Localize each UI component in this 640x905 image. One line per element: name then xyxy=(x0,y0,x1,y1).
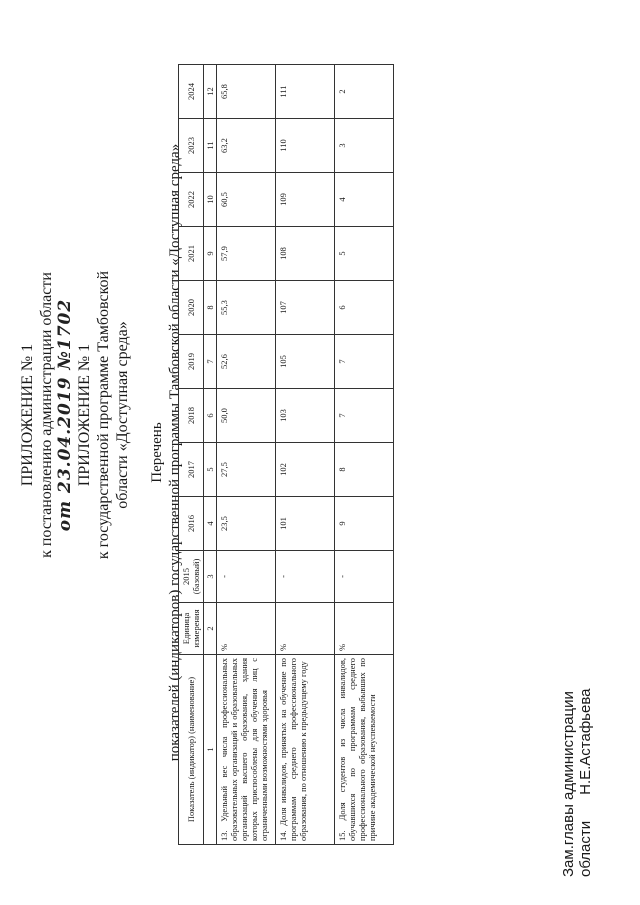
column-index: 12 xyxy=(204,65,217,119)
indicator-name: 15. Доля студентов из числа инвалидов, обучавшихся по программам среднего профессионального образования, выбывших по причине академической неуспеваемости xyxy=(335,655,394,845)
value-cell: 60,5 xyxy=(217,173,276,227)
signature-block xyxy=(560,477,594,877)
value-cell: 6 xyxy=(335,281,394,335)
column-index-row xyxy=(204,65,217,845)
column-index: 11 xyxy=(204,119,217,173)
header-year-2020: 2020 xyxy=(179,281,204,335)
value-cell: 2 xyxy=(335,65,394,119)
value-cell: 27,5 xyxy=(217,443,276,497)
appendix-label: ПРИЛОЖЕНИЕ № 1 xyxy=(19,343,36,487)
column-index: 4 xyxy=(204,497,217,551)
indicators-table xyxy=(178,64,394,845)
value-cell: - xyxy=(335,551,394,603)
value-cell: 4 xyxy=(335,173,394,227)
header-base-year: 2015 (базовый) xyxy=(179,551,204,603)
value-cell: 109 xyxy=(276,173,335,227)
program-reference: к государственной программе Тамбовской xyxy=(95,270,112,560)
value-cell: 105 xyxy=(276,335,335,389)
indicator-name: 14. Доля инвалидов, принятых на обучение по программам среднего профессионального образования, по отношению к предыдущему году xyxy=(276,655,335,845)
header-year-2018: 2018 xyxy=(179,389,204,443)
unit-cell: % xyxy=(335,603,394,655)
value-cell: 108 xyxy=(276,227,335,281)
value-cell: 50,0 xyxy=(217,389,276,443)
title-main: Перечень xyxy=(149,422,165,483)
value-cell: 57,9 xyxy=(217,227,276,281)
value-cell: 65,8 xyxy=(217,65,276,119)
header-unit: Единица измерения xyxy=(179,603,204,655)
table-row xyxy=(276,65,335,845)
value-cell: 3 xyxy=(335,119,394,173)
value-cell: 102 xyxy=(276,443,335,497)
table-row xyxy=(335,65,394,845)
column-index: 1 xyxy=(204,655,217,845)
unit-cell: % xyxy=(276,603,335,655)
header-year-2024: 2024 xyxy=(179,65,204,119)
handwritten-date-number: от 23.04.2019 №1702 xyxy=(55,298,75,532)
signatory-position-cont: области xyxy=(577,820,594,877)
value-cell: - xyxy=(217,551,276,603)
value-cell: - xyxy=(276,551,335,603)
header-year-2023: 2023 xyxy=(179,119,204,173)
value-cell: 5 xyxy=(335,227,394,281)
value-cell: 23,5 xyxy=(217,497,276,551)
column-index: 3 xyxy=(204,551,217,603)
value-cell: 7 xyxy=(335,389,394,443)
header-indicator-name: Показатель (индикатор) (наименование) xyxy=(179,655,204,845)
column-index: 6 xyxy=(204,389,217,443)
value-cell: 9 xyxy=(335,497,394,551)
unit-cell: % xyxy=(217,603,276,655)
value-cell: 63,2 xyxy=(217,119,276,173)
value-cell: 107 xyxy=(276,281,335,335)
column-index: 2 xyxy=(204,603,217,655)
resolution-reference: к постановлению администрации области xyxy=(38,272,55,558)
column-index: 7 xyxy=(204,335,217,389)
appendix-header xyxy=(18,0,132,865)
signatory-position: Зам.главы администрации xyxy=(560,691,577,877)
value-cell: 52,6 xyxy=(217,335,276,389)
value-cell: 111 xyxy=(276,65,335,119)
column-index: 10 xyxy=(204,173,217,227)
header-year-2017: 2017 xyxy=(179,443,204,497)
column-index: 9 xyxy=(204,227,217,281)
column-index: 8 xyxy=(204,281,217,335)
indicator-name: 13. Удельный вес числа профессиональных образовательных организаций и образовательных организаций высшего образования, здания которых приспособлены для обучения лиц с ограниченными возможностями здоровья xyxy=(217,655,276,845)
value-cell: 101 xyxy=(276,497,335,551)
program-name: области «Доступная среда» xyxy=(114,321,131,509)
header-year-2016: 2016 xyxy=(179,497,204,551)
value-cell: 55,3 xyxy=(217,281,276,335)
value-cell: 103 xyxy=(276,389,335,443)
column-index: 5 xyxy=(204,443,217,497)
title-sub: показателей (индикаторов) государственной программы Тамбовской области «Доступная среда» xyxy=(167,143,183,762)
value-cell: 8 xyxy=(335,443,394,497)
value-cell: 110 xyxy=(276,119,335,173)
header-year-2022: 2022 xyxy=(179,173,204,227)
table-row xyxy=(217,65,276,845)
value-cell: 7 xyxy=(335,335,394,389)
header-year-2019: 2019 xyxy=(179,335,204,389)
appendix-label-program: ПРИЛОЖЕНИЕ № 1 xyxy=(76,343,93,487)
signatory-name: Н.Е.Астафьева xyxy=(577,688,594,795)
table-header-row xyxy=(179,65,204,845)
header-year-2021: 2021 xyxy=(179,227,204,281)
